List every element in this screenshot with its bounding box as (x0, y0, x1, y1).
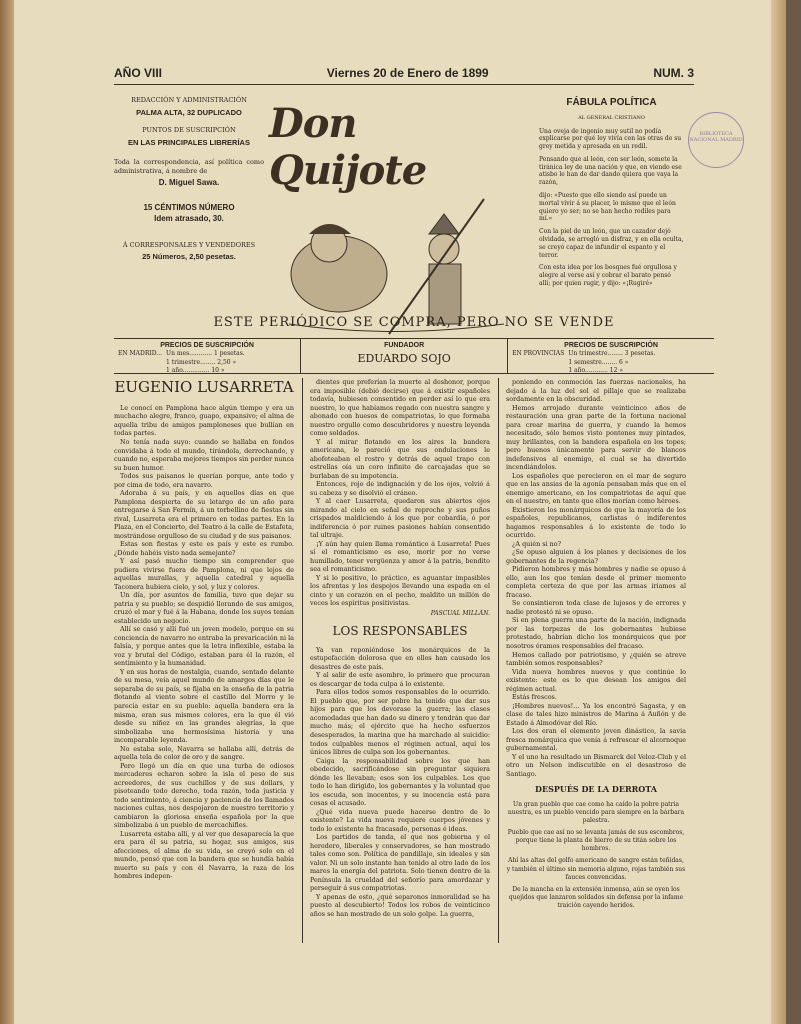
price-label: 15 CÉNTIMOS NÚMERO (143, 203, 235, 213)
paragraph: Y al caer Lusarreta, quedaron sus abiertos ojos mirando al cielo en señal de reproche y sus puños crispados maldiciendo á los que por cobardía, ó por indiferencia ó por ruines pasiones habían consentido tal ultraje. (310, 497, 490, 540)
paragraph: Para ellos todos somos responsables de lo ocurrido. El pueblo que, por ser pobre ha tenido que dar sus hijos para que los devorase la guerra; las clases acomodadas que han dado su dinero y tendrán que dar mucho más; el ejército que ha hecho esfuerzos desesperados, la marina que ha marchado al suicidio: todos culpables menos el régimen actual, aquí los únicos libres de culpa son los gobernantes. (310, 688, 490, 757)
paragraph: Y así pasó mucho tiempo sin comprender que pudiera vivirse fuera de Pamplona, ni que lejos de aquellas murallas, y aquella catedral y aquella Taconera hubiera cielo, y sol, y luz y colores. (114, 557, 294, 591)
bulk-price: 25 Números, 2,50 pesetas. (142, 252, 236, 262)
director-name: D. Miguel Sawa. (158, 178, 220, 188)
paragraph: ¿Qué vida nueva puede hacerse dentro de lo existente? La vida nueva requiere cuerpos jóvenes y todo lo existente ha fracasado, personas é ideas. (310, 807, 490, 833)
library-stamp (688, 112, 744, 168)
fabula-dedication: AL GENERAL CRISTIANO (578, 115, 645, 121)
subs-row: 1 trimestre........ 2,50 » (166, 358, 237, 366)
fabula-stanza: dijo: «Puesto que ello siendo así puede un mortal vivir á su placer, lo mismo que el león quiero yo ser; no se han hecho rediles para mí.» (539, 192, 676, 223)
paragraph: ¡Hombres nuevos!... Ya los encontró Sagasta, y en clase de tales hizo ministros de Marina á Auñón y de Estado á Almodóvar del Río. (506, 701, 686, 727)
column-divider (498, 378, 499, 943)
paragraph: Caiga la responsabilidad sobre los que han obedecido, sacrificándose sin preguntar siquiera dónde les llevaban; esos son los culpables. Los que todo lo han dirigido, los gobernantes y la voluntad que los escuda, son inocentes, y su inocencia está para cosas el acusado. (310, 756, 490, 808)
date-bar (114, 66, 694, 80)
paragraph: Los españoles que perecieron en el mar de seguro que en las ansias de la agonía pensaban más que en el enemigo americano, en los compatriotas de aquí que en el nuestro, en tanto que ellos morían como héroes. (506, 471, 686, 506)
paragraph: Y en sus horas de nostalgia, cuando, sentado delante de su mesa, veía aquel mundo de amargos días que le separaba de su país, se fijaba en la enseña de la patria flotando al viento sobre el castillo del Morro y le parecía estar en su pueblo: aquella bandera era la misma, eran sus mismos colores, era la que él vió desde su niñez en las grandes alegrías, la que simbolizaba una hermosísima historia y una incomparable leyenda. (114, 667, 294, 745)
masthead-title: Don Quijote (269, 100, 427, 194)
points-title: PUNTOS DE SUSCRIPCIÓN (142, 125, 236, 134)
paragraph: Entonces, rojo de indignación y de los ojos, volvió á su cabeza y se disolvió el cráneo. (310, 480, 490, 497)
paragraph: Adoraba á su país, y en aquellos días en que Pamplona despierta de su letargo de un año para entregarse á San Fermín, á un torbellino de fiestas sin rival, Lusarreta era el primero en todas partes. En la Plaza, en el Concierto, del Teatro á la calle de Estafeta, mostrándose orgulloso de su ciudad y de sus paisanos. (114, 489, 294, 540)
subs-prov-rows (512, 350, 710, 374)
column-1 (114, 378, 294, 881)
paragraph: Existieron los monárquicos de que la mayoría de los españoles, republicanos, carlistas ó indiferentes hagamos responsables á lo existente de todo lo ocurrido. (506, 505, 686, 540)
price-back-issue: Idem atrasado, 30. (154, 213, 224, 223)
paragraph: Los dos eran el elemento joven dinástico, la savia fresca monárquica que venía á refrescar el alcornoque gubernamental. (506, 727, 686, 753)
paragraph: ¿Se opuso alguien á los planes y decisiones de los gobernantes de la regencia? (506, 548, 686, 565)
fabula-stanza: Con esta idea por los bosques fué orgullosa y alegre al verse así y cobrar el barato pensó allí; por quien rugir, y dijo: «¡Rugiré» (539, 264, 677, 288)
column-3 (506, 378, 686, 914)
date-label: Viernes 20 de Enero de 1899 (326, 66, 489, 80)
paragraph: No tenía nada suyo: cuando se hallaba en fondos convidaba á todo el mundo, tirándola, derrochando, y cuando no, esperaba mejores tiempos sin perder nunca su buen humor. (114, 438, 294, 472)
founder-label: FUNDADOR (384, 342, 425, 349)
newspaper-page (14, 0, 786, 1024)
paragraph: Un día, por asuntos de familia, tuvo que dejar su patria y su pueblo; se despidió llorando de sus amigos, cruzó el mar y fué á la Habana, donde los suyos tenían establecido un negocio. (114, 591, 294, 625)
sellers-label: Á CORRESPONSALES Y VENDEDORES (122, 240, 256, 249)
subs-row: Un trimestre........ 3 pesetas. (568, 350, 656, 358)
paragraph: Estas son fiestas y este es país y este es rumbo. ¿Dónde habéis visto nada semejante? (114, 540, 294, 557)
paragraph: Estás frescos. (512, 693, 557, 702)
founder-box (301, 339, 508, 373)
subs-row: 1 año............ 12 » (568, 366, 624, 374)
paragraph: Y al mirar flotando en los aires la bandera americana, le pareció que sus ondulaciones le abofeteaban el rostro y detrás de aquel trapo con estrellas oía un coro infinito de carcajadas que se burlaban de su impotencia. (310, 437, 490, 480)
subs-row: 1 semestre........ 6 » (568, 358, 629, 366)
correspondence-text: Toda la correspondencia, así política como administrativa, á nombre de (114, 157, 264, 175)
admin-line: REDACCIÓN Y ADMINISTRACIÓN (131, 96, 247, 104)
admin-info (114, 96, 264, 266)
paragraph: poniendo en conmoción las fuerzas nacionales, ha dejado á la luz del sol el pillaje que se realizaba sordamente en la obscuridad. (506, 378, 686, 404)
subs-provincias (508, 339, 714, 373)
subs-row: 1 año.............. 10 » (166, 366, 225, 374)
subs-place: EN PROVINCIAS (512, 350, 565, 358)
fabula-stanza: Pensando que al león, con ser león, somete la tiránica ley de una nación y que, en viendo ese atisbo le han de dar dando quiera que vaya la razón, (539, 155, 682, 187)
paragraph: Hemos callado por patriotismo, y ¿quién se atreve también somos responsables? (506, 650, 686, 668)
issue-number: NUM. 3 (653, 66, 694, 80)
points-text: EN LAS PRINCIPALES LIBRERÍAS (128, 137, 250, 147)
paragraph: No estaba solo, Navarra se hallaba allí, detrás de aquella tela de color de oro y de sangre. (114, 744, 294, 762)
article-title: EUGENIO LUSARRETA (114, 378, 294, 396)
paragraph: Pidieron hombres y más hombres y nadie se opuso á ello, aun los que tenían desde el primer momento completa certeza de que por las armas iríamos al fracaso. (506, 565, 686, 599)
header-rule (114, 84, 694, 85)
subs-madrid-rows (118, 350, 296, 374)
admin-address: PALMA ALTA, 32 DUPLICADO (136, 107, 242, 117)
fabula-stanza: Con la piel de un león, que un cazador dejó olvidada, se arregló un disfraz, y en ella oculta, se creyó capaz de infundir el espanto y el terror. (539, 228, 684, 259)
paragraph: ¡Y aún hay quien llama romántico á Lusarreta! Pues sí el romanticismo es eso, morir por no verse humillado, tener vergüenza y amor á la patria, bendito sea el romanticismo. (310, 539, 490, 574)
founder-name: EDUARDO SOJO (357, 352, 451, 366)
subs-row: Un mes............ 1 pesetas. (166, 350, 245, 358)
poem-stanza: Pueblo que cae así no se levanta jamás de sus escombros, porque tiene la planta de hierro de su titán sobre los hombros. (507, 829, 685, 853)
paragraph: Se consintieron toda clase de lujosos y de errores y nadie protestó ni se opuso. (506, 599, 686, 616)
poem-stanza: De la mancha en la extensión inmensa, aún se oyen los quejidos que lanzaron soldados sin defensa por la infame traición cayendo heridos. (508, 885, 684, 909)
slogan: ESTE PERIÓDICO SE COMPRA, PERO NO SE VENDE (213, 315, 615, 330)
paragraph: Pero llegó un día en que una turba de odiosos mercaderes echaron sobre la isla el peso de sus acreedores, de sus cuchillos y de sus dollars, y pisoteando todo derecho, toda razón, toda justicia y todo sentimiento, á ciencia y paciencia de los llamados naciones cultas, nos despojaron de nuestro territorio y cambiaron la gloriosa enseña española por la que simbolizaba á un pueblo de mercachifles. (114, 761, 294, 830)
fabula-politica (539, 96, 684, 293)
paragraph: Allí se casó y allí fué un joven modelo, porque en su conciencia de navarro no entraba la prevaricación ni la falsía, y porque antes que la letra inflexible, estaba la voz y brutal del Código, estaban para él la razón, el sentimiento y la humanidad. (114, 625, 294, 668)
poem-stanza: Ahí las altas del golfo americano de sangre están teñidas, y también el último sin memoria alguno, rojas también sus fauces convencidas. (506, 857, 686, 881)
signature: PASCUAL MILLÁN. (430, 609, 490, 617)
paragraph: Le conocí en Pamplona hace algún tiempo y era un muchacho alegre, franco, guapo, expansivo; el alma de aquella tribu de amigos pamploneses que bullían en todas partes. (114, 403, 294, 438)
poem-stanza: Un gran pueblo que cae como ha caído la pobre patria nuestra, es un pueblo vencido para siempre en la bárbara palestra. (507, 800, 685, 825)
paragraph: Y el uno ha resultado un Bismarck del Veloz-Club y el otro un Nelson indiscutible en el desastroso de Santiago. (506, 752, 686, 778)
subscription-bar (114, 338, 714, 374)
paragraph: dientes que preferían la muerte al deshonor, porque era imposible (debió decirse) que á existir españoles todavía, hubiesen consentido en perder así lo que era nuestro, lo que habíamos regado con nuestra sangre y abonado con huesos de compatriotas, lo que formaba nuestro orgullo como descubridores y nuestra leyenda como soldados. (310, 378, 490, 438)
masthead (269, 100, 514, 300)
subs-place: EN MADRID... (118, 350, 163, 358)
page-edge (771, 0, 786, 1024)
article-title: LOS RESPONSABLES (332, 623, 468, 638)
subs-title: PRECIOS DE SUSCRIPCIÓN (160, 342, 254, 349)
paragraph: Ya van reponiéndose los monárquicos de la estupefacción dolorosa que en ellos han causado los desastres de este país. (310, 645, 490, 671)
paragraph: Y al salir de este asombro, lo primero que procuran es descargar de toda culpa á lo existente. (310, 671, 490, 688)
subs-title: PRECIOS DE SUSCRIPCIÓN (564, 342, 658, 349)
paragraph: Si en plena guerra una parte de la nación, indignada por las torpezas de los gobernantes hubiese protestado, habrían dicho los monárquicos que por nosotros éramos responsables del fracaso. (506, 616, 686, 650)
paragraph: Los partidos de tanda, el que nos gobierna y el heredero, liberales y conservadores, se han mostrado tales como son. Política de pandillaje, sin ideales y sin valor. Ni un solo instante han tenido al otro lado de los mares la energía del patriota. Solo tienen dentro de la Península la crueldad del señorío para amordazar y perseguir á sus compatriotas. (310, 833, 490, 893)
fabula-title: FÁBULA POLÍTICA (566, 97, 657, 108)
fabula-stanza: Una oveja de ingenio muy sutil no podía explicarse por qué ley vivía con las otras de su grey metida y apresada en un redil. (539, 127, 682, 151)
paragraph: Y apenas de esto, ¿qué separonos inmoralidad se ha puesto al descubierto! Todos los robos de veinticinco años se han mostrado de un solo golpe. La guerra, (310, 892, 490, 918)
paragraph: Y si lo positivo, lo práctico, es aguantar impasibles los afrentas y los despojos llevando una espada en el cinto y un corazón en el pecho, maldito un millón de veces los espíritus positivistas. (310, 573, 490, 608)
paragraph: Todos sus paisanos le querían porque, ante todo y por cima de todo, era navarro. (114, 472, 294, 489)
paragraph: Lusarreta estaba allí, y al ver que desaparecía la que era para él su patria, su hogar, sus amigos, sus afecciones, el alma de su vida, se creyó solo en el mundo, pensó que con la bandera que se hundía había muerto su país y con él Navarra, la raza de los hombres indepen- (114, 829, 294, 881)
subs-madrid (114, 339, 301, 373)
poem-title: DESPUÉS DE LA DERROTA (535, 784, 657, 795)
stamp-text: BIBLIOTECA NACIONAL MADRID (689, 131, 743, 143)
paragraph: Hemos arrojado durante veinticinco años de restauración una gran parte de la fortuna nacional para crear marina de guerra, y cuando la hemos necesitado, sólo hemos visto pontones muy pintados, muy brillantes, con la bandera española en los topes; pero buenos únicamente para servir de blancos indefensivos al enemigo, el cual se ha divertido incendiándolos. (506, 403, 686, 472)
column-divider (302, 378, 303, 943)
book-spine (0, 0, 14, 1024)
column-2 (310, 378, 490, 918)
year-label: AÑO VIII (114, 66, 163, 80)
paragraph: ¿A quién si no? (512, 539, 561, 548)
paragraph: Vida nueva hombres nuevos y que continúe lo existente: este es lo que desean los amigos del régimen actual. (506, 667, 686, 693)
